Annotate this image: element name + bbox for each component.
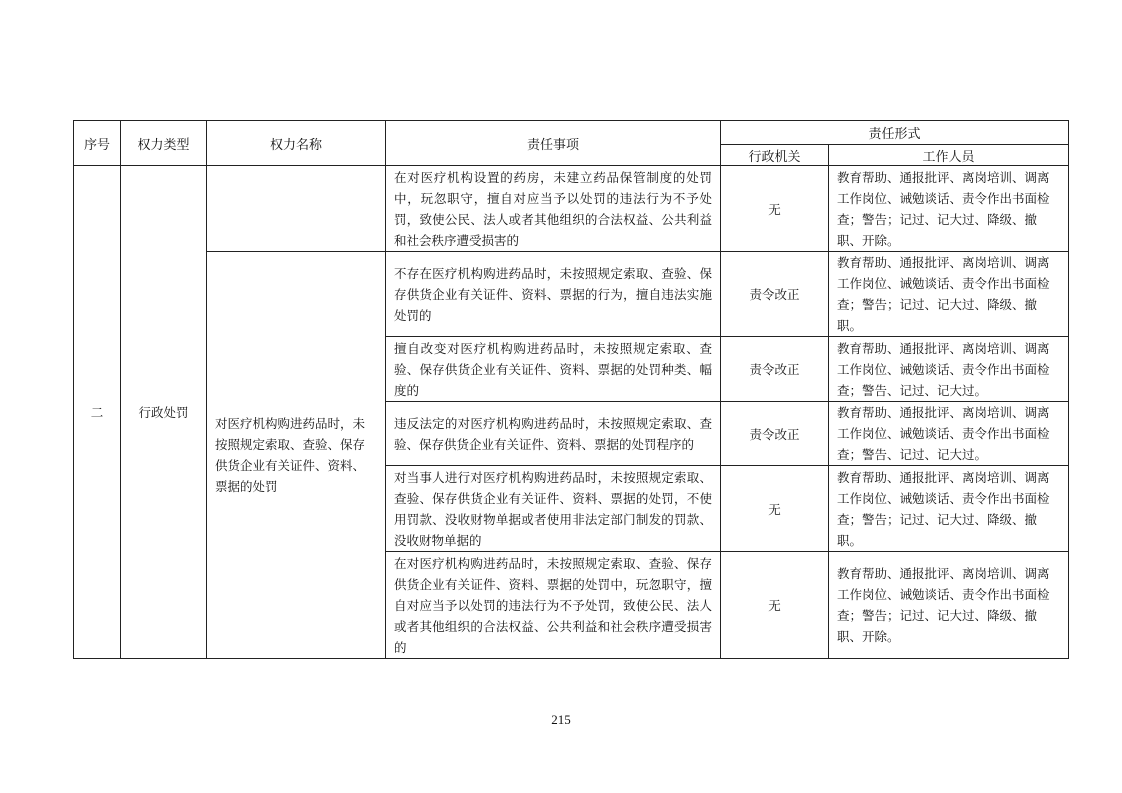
header-matter: 责任事项	[386, 121, 721, 166]
staff-cell: 教育帮助、通报批评、离岗培训、调离工作岗位、诫勉谈话、责令作出书面检查；警告；记过、记大过、降级、撤职、开除。	[829, 166, 1069, 252]
admin-cell: 责令改正	[721, 337, 829, 402]
table-row	[74, 166, 1069, 252]
header-power-name: 权力名称	[207, 121, 386, 166]
staff-cell: 教育帮助、通报批评、离岗培训、调离工作岗位、诫勉谈话、责令作出书面检查；警告；记过、记大过、降级、撤职、开除。	[829, 552, 1069, 659]
staff-cell: 教育帮助、通报批评、离岗培训、调离工作岗位、诫勉谈话、责令作出书面检查；警告；记过、记大过、降级、撤职。	[829, 466, 1069, 552]
table-row	[74, 252, 1069, 337]
header-admin-organ: 行政机关	[721, 145, 829, 166]
admin-cell: 责令改正	[721, 402, 829, 466]
matter-cell: 在对医疗机构购进药品时，未按照规定索取、查验、保存供货企业有关证件、资料、票据的处罚中，玩忽职守，擅自对应当予以处罚的违法行为不予处罚，致使公民、法人或者其他组织的合法权益、公共利益和社会秩序遭受损害的	[386, 552, 721, 659]
staff-cell: 教育帮助、通报批评、离岗培训、调离工作岗位、诫勉谈话、责令作出书面检查；警告、记过、记大过。	[829, 402, 1069, 466]
admin-cell: 无	[721, 466, 829, 552]
admin-cell: 无	[721, 166, 829, 252]
staff-cell: 教育帮助、通报批评、离岗培训、调离工作岗位、诫勉谈话、责令作出书面检查；警告；记过、记大过、降级、撤职。	[829, 252, 1069, 337]
header-seq: 序号	[74, 121, 121, 166]
page-number: 215	[551, 712, 571, 727]
matter-cell: 不存在医疗机构购进药品时，未按照规定索取、查验、保存供货企业有关证件、资料、票据的行为，擅自违法实施处罚的	[386, 252, 721, 337]
matter-cell: 违反法定的对医疗机构购进药品时，未按照规定索取、查验、保存供货企业有关证件、资料、票据的处罚程序的	[386, 402, 721, 466]
header-staff: 工作人员	[829, 145, 1069, 166]
matter-cell: 擅自改变对医疗机构购进药品时，未按照规定索取、查验、保存供货企业有关证件、资料、票据的处罚种类、幅度的	[386, 337, 721, 402]
header-power-type: 权力类型	[121, 121, 207, 166]
responsibility-table	[73, 120, 1069, 659]
seq-cell: 二	[74, 166, 121, 659]
staff-cell: 教育帮助、通报批评、离岗培训、调离工作岗位、诫勉谈话、责令作出书面检查；警告、记过、记大过。	[829, 337, 1069, 402]
matter-cell: 在对医疗机构设置的药房，未建立药品保管制度的处罚中，玩忽职守，擅自对应当予以处罚的违法行为不予处罚，致使公民、法人或者其他组织的合法权益、公共利益和社会秩序遭受损害的	[386, 166, 721, 252]
admin-cell: 责令改正	[721, 252, 829, 337]
power-type-cell: 行政处罚	[121, 166, 207, 659]
admin-cell: 无	[721, 552, 829, 659]
power-name-cell: 对医疗机构购进药品时，未按照规定索取、查验、保存供货企业有关证件、资料、票据的处罚	[207, 252, 386, 659]
matter-cell: 对当事人进行对医疗机构购进药品时，未按照规定索取、查验、保存供货企业有关证件、资料、票据的处罚，不使用罚款、没收财物单据或者使用非法定部门制发的罚款、没收财物单据的	[386, 466, 721, 552]
power-name-cell-empty	[207, 166, 386, 252]
header-responsibility-form: 责任形式	[721, 121, 1069, 145]
